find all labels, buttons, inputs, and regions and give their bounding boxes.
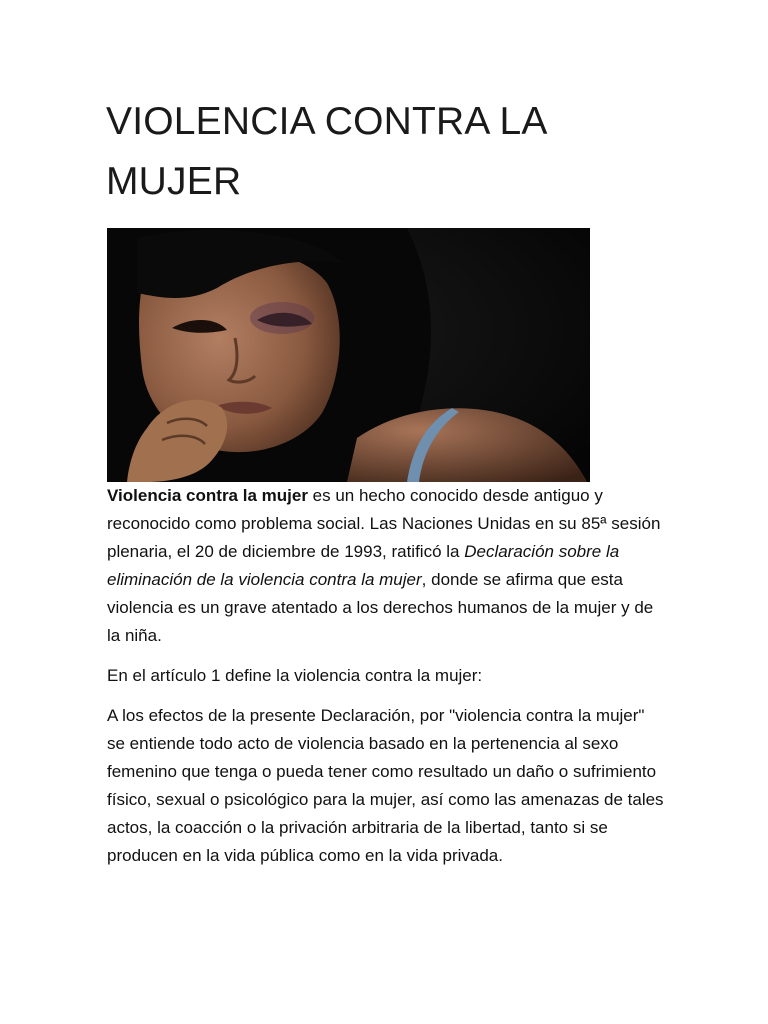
paragraph-intro (107, 482, 667, 650)
page-title: VIOLENCIA CONTRA LA MUJER (106, 100, 546, 203)
intro-bold-lead: Violencia contra la mujer (107, 486, 308, 505)
intro-text-part2: , donde se afirma que esta violencia es un grave atentado a los derechos humanos de la mujer y de la niña. (107, 570, 654, 645)
article-body (107, 482, 667, 882)
woman-portrait-illustration (107, 228, 590, 482)
woman-portrait-image (107, 228, 590, 482)
paragraph-definition: A los efectos de la presente Declaración, por "violencia contra la mujer" se entiende todo acto de violencia basado en la pertenencia al sexo femenino que tenga o pueda tener como resultado un daño o sufrimiento físico, sexual o psicológico para la mujer, así como las amenazas de tales actos, la coacción o la privación arbitraria de la libertad, tanto si se producen en la vida pública como en la vida privada. (107, 706, 664, 865)
paragraph-article-1-intro: En el artículo 1 define la violencia contra la mujer: (107, 666, 483, 685)
intro-text-part1: es un hecho conocido desde antiguo y reconocido como problema social. Las Naciones Unidas en su 85ª sesión plenaria, el 20 de diciembre de 1993, ratificó la (107, 486, 661, 561)
intro-declaration-title: Declaración sobre la eliminación de la violencia contra la mujer (107, 542, 620, 589)
